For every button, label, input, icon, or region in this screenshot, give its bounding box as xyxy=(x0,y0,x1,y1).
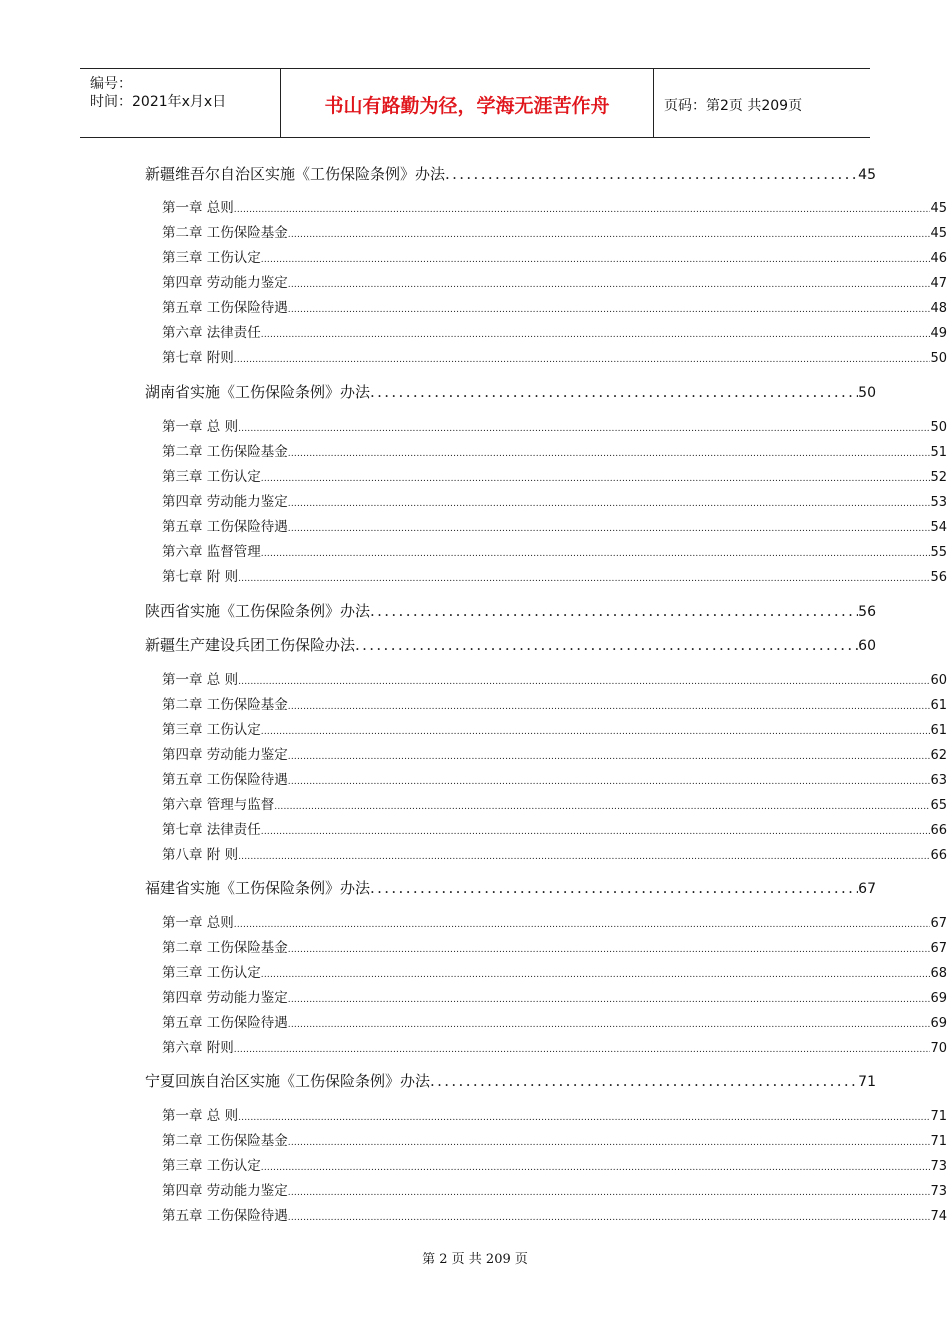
toc-chapter-entry[interactable] xyxy=(162,793,947,813)
toc-entry-title: 第六章 法律责任 xyxy=(162,325,261,341)
toc-page-number: 68 xyxy=(930,966,947,981)
toc-dot-leader xyxy=(238,569,930,585)
toc-page-number: 61 xyxy=(930,723,947,738)
toc-dot-leader xyxy=(288,494,931,510)
toc-chapter-entry[interactable] xyxy=(162,415,947,435)
toc-dot-leader xyxy=(445,165,858,183)
toc-page-number: 54 xyxy=(930,520,947,535)
toc-page-number: 56 xyxy=(930,570,947,585)
toc-chapter-entry[interactable] xyxy=(162,843,947,863)
toc-entry-title: 第五章 工伤保险待遇 xyxy=(162,1208,288,1224)
toc-dot-leader xyxy=(261,822,931,838)
toc-page-number: 49 xyxy=(930,326,947,341)
toc-chapter-entry[interactable] xyxy=(162,196,947,216)
toc-chapter-entry[interactable] xyxy=(162,540,947,560)
toc-dot-leader xyxy=(288,225,931,241)
toc-dot-leader xyxy=(238,419,930,435)
toc-entry-title: 第一章 总 则 xyxy=(162,1108,239,1124)
toc-dot-leader xyxy=(234,350,931,366)
toc-entry-title: 第二章 工伤保险基金 xyxy=(162,444,288,460)
toc-chapter-entry[interactable] xyxy=(162,818,947,838)
toc-dot-leader xyxy=(288,300,931,316)
toc-entry-title: 第四章 劳动能力鉴定 xyxy=(162,747,288,763)
toc-entry-title: 第二章 工伤保险基金 xyxy=(162,225,288,241)
toc-entry-title: 第六章 附则 xyxy=(162,1040,234,1056)
toc-dot-leader xyxy=(288,697,931,713)
toc-dot-leader xyxy=(288,990,931,1006)
toc-page-number: 67 xyxy=(930,916,947,931)
toc-dot-leader xyxy=(238,847,930,863)
toc-dot-leader xyxy=(238,1108,930,1124)
toc-dot-leader xyxy=(288,1183,931,1199)
toc-entry-title: 第四章 劳动能力鉴定 xyxy=(162,275,288,291)
toc-entry-title: 宁夏回族自治区实施《工伤保险条例》办法 xyxy=(145,1072,431,1090)
toc-dot-leader xyxy=(261,722,931,738)
toc-entry-title: 第四章 劳动能力鉴定 xyxy=(162,990,288,1006)
toc-dot-leader xyxy=(288,519,931,535)
toc-page-number: 55 xyxy=(930,545,947,560)
toc-chapter-entry[interactable] xyxy=(162,246,947,266)
toc-entry-title: 第六章 管理与监督 xyxy=(162,797,275,813)
toc-entry-title: 第三章 工伤认定 xyxy=(162,250,261,266)
toc-dot-leader xyxy=(370,383,858,401)
toc-entry-title: 第五章 工伤保险待遇 xyxy=(162,519,288,535)
toc-chapter-entry[interactable] xyxy=(162,718,947,738)
toc-entry-title: 新疆生产建设兵团工伤保险办法 xyxy=(145,636,356,654)
toc-chapter-entry[interactable] xyxy=(162,515,947,535)
toc-dot-leader xyxy=(288,275,931,291)
toc-entry-title: 陕西省实施《工伤保险条例》办法 xyxy=(145,602,371,620)
serial-number-label: 编号： xyxy=(90,76,132,92)
toc-page-number: 53 xyxy=(930,495,947,510)
toc-chapter-entry[interactable] xyxy=(162,346,947,366)
toc-page-number: 60 xyxy=(930,673,947,688)
toc-chapter-entry[interactable] xyxy=(162,1129,947,1149)
toc-page-number: 65 xyxy=(930,798,947,813)
toc-chapter-entry[interactable] xyxy=(162,271,947,291)
toc-page-number: 56 xyxy=(858,604,876,620)
toc-page-number: 69 xyxy=(930,1016,947,1031)
toc-page-number: 45 xyxy=(930,226,947,241)
toc-entry-title: 第四章 劳动能力鉴定 xyxy=(162,1183,288,1199)
toc-dot-leader xyxy=(261,544,931,560)
toc-chapter-entry[interactable] xyxy=(162,296,947,316)
toc-page-number: 50 xyxy=(930,420,947,435)
toc-dot-leader xyxy=(370,879,858,897)
toc-entry-title: 第一章 总则 xyxy=(162,200,234,216)
toc-page-number: 61 xyxy=(930,698,947,713)
toc-entry-title: 第二章 工伤保险基金 xyxy=(162,697,288,713)
toc-dot-leader xyxy=(288,1015,931,1031)
toc-page-number: 50 xyxy=(858,385,876,401)
toc-page-number: 69 xyxy=(930,991,947,1006)
toc-entry-title: 第一章 总则 xyxy=(162,915,234,931)
toc-page-number: 71 xyxy=(858,1074,876,1090)
toc-dot-leader xyxy=(234,915,931,931)
toc-page-number: 73 xyxy=(930,1159,947,1174)
toc-dot-leader xyxy=(288,772,931,788)
toc-entry-title: 第一章 总 则 xyxy=(162,419,239,435)
toc-section-entry[interactable] xyxy=(145,381,876,402)
date-label: 时间：2021年x月x日 xyxy=(90,94,227,110)
toc-chapter-entry[interactable] xyxy=(162,1011,947,1031)
toc-entry-title: 第五章 工伤保险待遇 xyxy=(162,772,288,788)
toc-entry-title: 福建省实施《工伤保险条例》办法 xyxy=(145,879,371,897)
toc-chapter-entry[interactable] xyxy=(162,1179,947,1199)
toc-page-number: 51 xyxy=(930,445,947,460)
toc-entry-title: 第一章 总 则 xyxy=(162,672,239,688)
toc-entry-title: 第三章 工伤认定 xyxy=(162,1158,261,1174)
toc-entry-title: 第六章 监督管理 xyxy=(162,544,261,560)
toc-dot-leader xyxy=(261,965,931,981)
toc-page-number: 67 xyxy=(930,941,947,956)
toc-entry-title: 新疆维吾尔自治区实施《工伤保险条例》办法 xyxy=(145,165,446,183)
toc-page-number: 66 xyxy=(930,823,947,838)
toc-chapter-entry[interactable] xyxy=(162,321,947,341)
toc-dot-leader xyxy=(238,672,930,688)
toc-chapter-entry[interactable] xyxy=(162,693,947,713)
toc-entry-title: 第二章 工伤保险基金 xyxy=(162,940,288,956)
toc-chapter-entry[interactable] xyxy=(162,465,947,485)
toc-page-number: 73 xyxy=(930,1184,947,1199)
toc-entry-title: 第七章 附则 xyxy=(162,350,234,366)
toc-dot-leader xyxy=(288,1133,931,1149)
toc-entry-title: 湖南省实施《工伤保险条例》办法 xyxy=(145,383,371,401)
toc-chapter-entry[interactable] xyxy=(162,221,947,241)
toc-dot-leader xyxy=(288,747,931,763)
toc-page-number: 50 xyxy=(930,351,947,366)
toc-page-number: 74 xyxy=(930,1209,947,1224)
toc-page-number: 66 xyxy=(930,848,947,863)
toc-dot-leader xyxy=(261,325,931,341)
toc-chapter-entry[interactable] xyxy=(162,1036,947,1056)
toc-entry-title: 第五章 工伤保险待遇 xyxy=(162,300,288,316)
toc-dot-leader xyxy=(370,602,858,620)
toc-page-number: 70 xyxy=(930,1041,947,1056)
toc-dot-leader xyxy=(234,200,931,216)
toc-chapter-entry[interactable] xyxy=(162,936,947,956)
toc-page-number: 52 xyxy=(930,470,947,485)
toc-chapter-entry[interactable] xyxy=(162,668,947,688)
toc-section-entry[interactable] xyxy=(145,600,876,621)
toc-dot-leader xyxy=(288,1208,931,1224)
toc-section-entry[interactable] xyxy=(145,877,876,898)
toc-entry-title: 第二章 工伤保险基金 xyxy=(162,1133,288,1149)
toc-chapter-entry[interactable] xyxy=(162,961,947,981)
toc-dot-leader xyxy=(430,1072,858,1090)
toc-entry-title: 第三章 工伤认定 xyxy=(162,965,261,981)
toc-dot-leader xyxy=(355,636,858,654)
toc-page-number: 63 xyxy=(930,773,947,788)
toc-dot-leader xyxy=(288,444,931,460)
toc-page-number: 71 xyxy=(930,1109,947,1124)
toc-page-number: 46 xyxy=(930,251,947,266)
toc-entry-title: 第七章 法律责任 xyxy=(162,822,261,838)
toc-chapter-entry[interactable] xyxy=(162,911,947,931)
toc-chapter-entry[interactable] xyxy=(162,490,947,510)
toc-page-number: 67 xyxy=(858,881,876,897)
page-info: 页码：第2页 共209页 xyxy=(664,98,803,114)
toc-chapter-entry[interactable] xyxy=(162,1204,947,1224)
toc-chapter-entry[interactable] xyxy=(162,768,947,788)
toc-chapter-entry[interactable] xyxy=(162,1154,947,1174)
page-footer: 第 2 页 共 209 页 xyxy=(422,1252,528,1267)
toc-page-number: 47 xyxy=(930,276,947,291)
toc-dot-leader xyxy=(234,1040,931,1056)
toc-page-number: 48 xyxy=(930,301,947,316)
toc-page-number: 60 xyxy=(858,638,876,654)
toc-dot-leader xyxy=(261,1158,931,1174)
motto-text: 书山有路勤为径，学海无涯苦作舟 xyxy=(324,95,610,117)
toc-entry-title: 第三章 工伤认定 xyxy=(162,469,261,485)
toc-page-number: 45 xyxy=(858,167,876,183)
toc-chapter-entry[interactable] xyxy=(162,1104,947,1124)
toc-entry-title: 第四章 劳动能力鉴定 xyxy=(162,494,288,510)
toc-chapter-entry[interactable] xyxy=(162,440,947,460)
toc-chapter-entry[interactable] xyxy=(162,986,947,1006)
toc-entry-title: 第三章 工伤认定 xyxy=(162,722,261,738)
toc-chapter-entry[interactable] xyxy=(162,565,947,585)
toc-page-number: 62 xyxy=(930,748,947,763)
toc-dot-leader xyxy=(261,469,931,485)
toc-dot-leader xyxy=(288,940,931,956)
toc-dot-leader xyxy=(261,250,931,266)
toc-entry-title: 第八章 附 则 xyxy=(162,847,239,863)
toc-section-entry[interactable] xyxy=(145,163,876,184)
toc-section-entry[interactable] xyxy=(145,1070,876,1091)
toc-page-number: 45 xyxy=(930,201,947,216)
toc-chapter-entry[interactable] xyxy=(162,743,947,763)
toc-page-number: 71 xyxy=(930,1134,947,1149)
toc-entry-title: 第七章 附 则 xyxy=(162,569,239,585)
toc-entry-title: 第五章 工伤保险待遇 xyxy=(162,1015,288,1031)
toc-dot-leader xyxy=(274,797,930,813)
toc-section-entry[interactable] xyxy=(145,634,876,655)
